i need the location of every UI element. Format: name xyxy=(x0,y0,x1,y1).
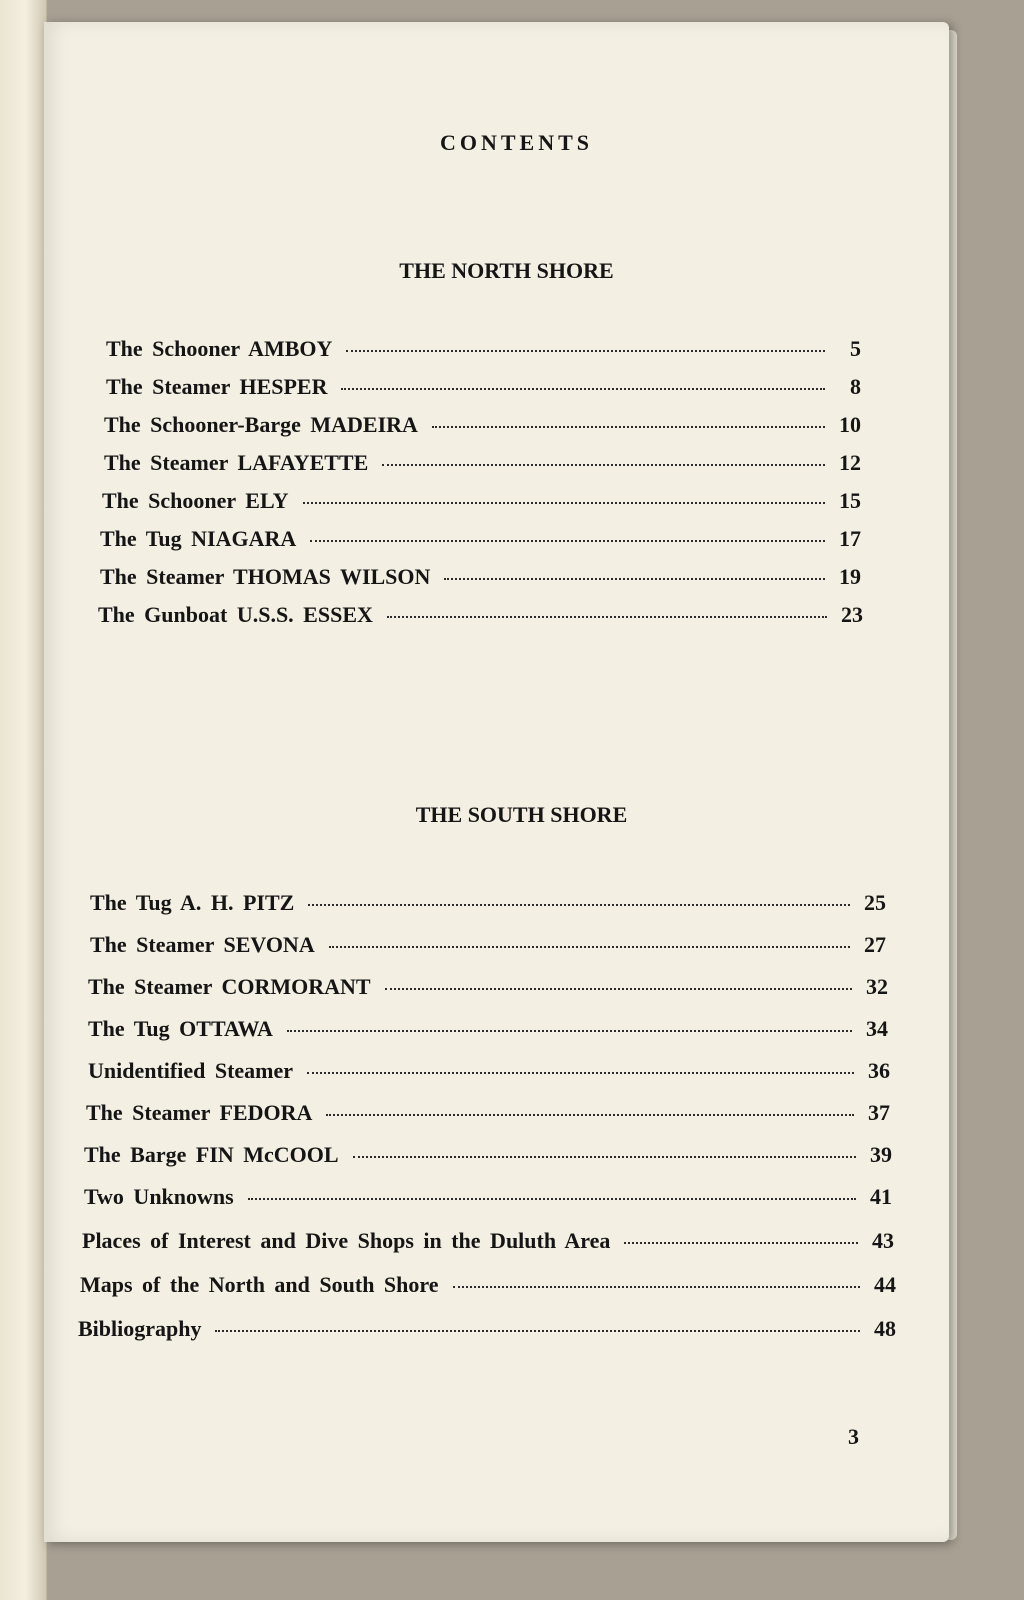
toc-entry-page: 25 xyxy=(864,890,886,915)
previous-page-edge xyxy=(0,0,47,1600)
toc-entry-title: Maps of the North and South Shore xyxy=(80,1272,439,1297)
leader-dots xyxy=(341,388,825,390)
toc-entry-page: 17 xyxy=(839,526,861,551)
leader-dots xyxy=(329,946,850,948)
toc-entry xyxy=(102,488,861,514)
toc-entry-title: The Steamer THOMAS WILSON xyxy=(100,564,431,589)
leader-dots xyxy=(432,426,825,428)
toc-entry-title: The Schooner-Barge MADEIRA xyxy=(104,412,418,437)
toc-entry-title: The Barge FIN McCOOL xyxy=(84,1142,339,1167)
toc-entry xyxy=(88,1058,890,1084)
toc-entry-page: 8 xyxy=(850,374,861,399)
toc-entry xyxy=(82,1228,894,1254)
toc-entry-title: The Steamer CORMORANT xyxy=(88,974,371,999)
toc-entry-title: The Steamer HESPER xyxy=(106,374,328,399)
toc-entry xyxy=(98,602,863,628)
toc-entry-title: The Tug A. H. PITZ xyxy=(90,890,295,915)
toc-entry xyxy=(104,450,861,476)
toc-entry-title: The Tug NIAGARA xyxy=(100,526,297,551)
leader-dots xyxy=(382,464,825,466)
toc-entry-title: The Gunboat U.S.S. ESSEX xyxy=(98,602,373,627)
toc-entry xyxy=(90,932,886,958)
leader-dots xyxy=(385,988,852,990)
toc-entry xyxy=(78,1316,896,1342)
toc-entry-page: 43 xyxy=(872,1228,894,1253)
toc-entry-page: 19 xyxy=(839,564,861,589)
toc-entry-title: The Steamer LAFAYETTE xyxy=(104,450,369,475)
leader-dots xyxy=(353,1156,856,1158)
toc-entry-page: 34 xyxy=(866,1016,888,1041)
toc-entry-title: Two Unknowns xyxy=(84,1184,234,1209)
toc-entry xyxy=(104,412,861,438)
leader-dots xyxy=(215,1330,860,1332)
toc-entry xyxy=(100,526,861,552)
toc-entry-page: 32 xyxy=(866,974,888,999)
toc-entry-title: The Schooner AMBOY xyxy=(106,336,333,361)
leader-dots xyxy=(326,1114,854,1116)
toc-entry-page: 39 xyxy=(870,1142,892,1167)
leader-dots xyxy=(453,1286,860,1288)
toc-entry-title: The Tug OTTAWA xyxy=(88,1016,273,1041)
toc-entry-title: The Schooner ELY xyxy=(102,488,289,513)
toc-entry xyxy=(86,1100,890,1126)
toc-entry-title: Places of Interest and Dive Shops in the Duluth Area xyxy=(82,1228,611,1253)
toc-entry xyxy=(100,564,861,590)
page-title: CONTENTS xyxy=(439,130,594,155)
toc-entry-page: 15 xyxy=(839,488,861,513)
leader-dots xyxy=(303,502,826,504)
toc-entry-title: The Steamer SEVONA xyxy=(90,932,315,957)
toc-entry-page: 12 xyxy=(839,450,861,475)
table-of-contents xyxy=(44,22,949,1542)
toc-entry xyxy=(106,374,861,400)
toc-entry-page: 48 xyxy=(874,1316,896,1341)
toc-entry xyxy=(80,1272,896,1298)
leader-dots xyxy=(307,1072,854,1074)
leader-dots xyxy=(308,904,850,906)
toc-entry-page: 41 xyxy=(870,1184,892,1209)
toc-entry xyxy=(88,974,888,1000)
leader-dots xyxy=(624,1242,858,1244)
leader-dots xyxy=(346,350,825,352)
section-heading-south-shore: THE SOUTH SHORE xyxy=(415,802,628,827)
book-page xyxy=(44,22,949,1542)
toc-entry xyxy=(84,1142,892,1168)
leader-dots xyxy=(444,578,825,580)
toc-entry-page: 37 xyxy=(868,1100,890,1125)
toc-entry-page: 44 xyxy=(874,1272,896,1297)
toc-entry-title: Bibliography xyxy=(78,1316,202,1341)
toc-entry-page: 27 xyxy=(864,932,886,957)
toc-entry xyxy=(88,1016,888,1042)
toc-entry xyxy=(90,890,886,916)
toc-entry-page: 36 xyxy=(868,1058,890,1083)
toc-entry-title: Unidentified Steamer xyxy=(88,1058,294,1083)
toc-entry-page: 5 xyxy=(850,336,861,361)
toc-entry-page: 23 xyxy=(841,602,863,627)
leader-dots xyxy=(310,540,825,542)
page-number: 3 xyxy=(848,1424,859,1449)
toc-entry-title: The Steamer FEDORA xyxy=(86,1100,313,1125)
leader-dots xyxy=(387,616,827,618)
leader-dots xyxy=(287,1030,852,1032)
leader-dots xyxy=(248,1198,856,1200)
toc-entry xyxy=(106,336,861,362)
section-heading-north-shore: THE NORTH SHORE xyxy=(399,258,614,283)
toc-entry xyxy=(84,1184,892,1210)
toc-entry-page: 10 xyxy=(839,412,861,437)
